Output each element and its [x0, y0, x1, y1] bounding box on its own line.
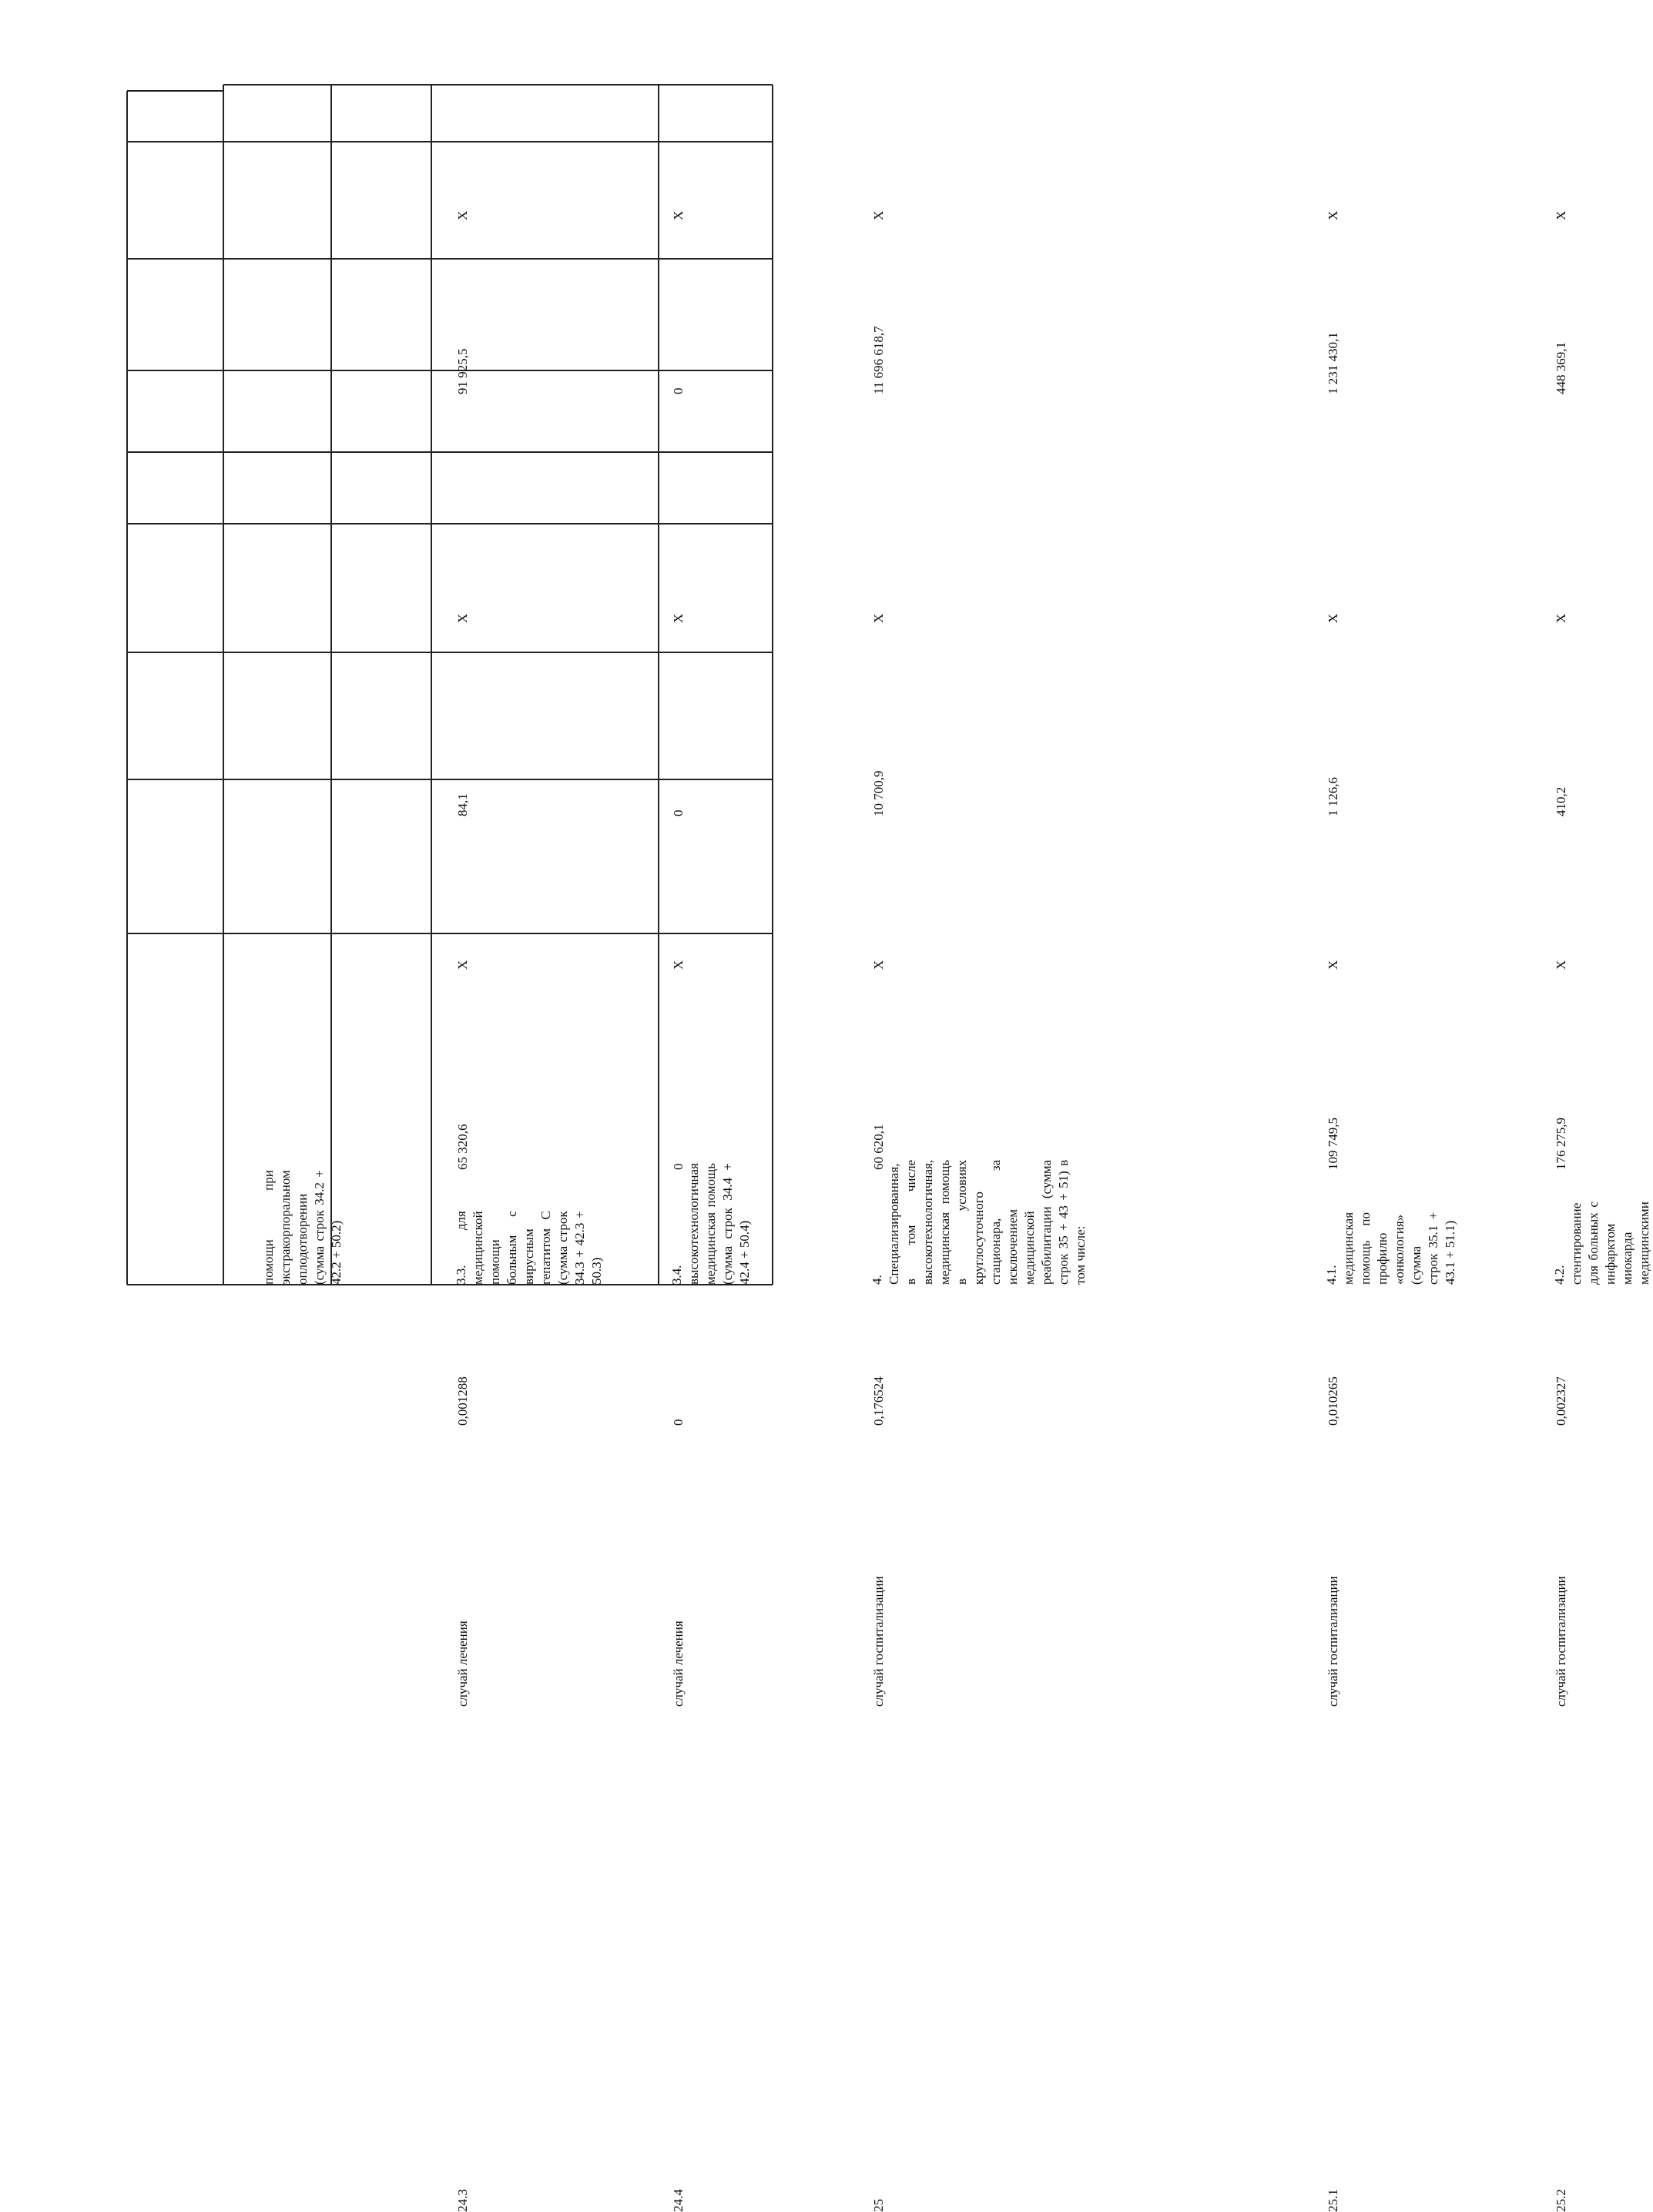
cell-text: X	[1326, 613, 1340, 623]
cell-text: 25.1	[1326, 2189, 1340, 2212]
cell-text: 109 749,5	[1326, 1118, 1340, 1170]
cell-col-8	[127, 259, 223, 370]
cell-text: 11 696 618,7	[871, 326, 886, 394]
cell-col-10	[223, 85, 470, 220]
cell-text: 24.3	[455, 2189, 470, 2212]
cell-text: X	[1554, 210, 1568, 220]
cell-text: X	[671, 613, 686, 623]
cell-text: помощи при экстракорпоральном оплодотворении (сумма строк 34.2 + 42.2 + 50.2)	[261, 1170, 344, 1285]
cell-text: 410,2	[1554, 786, 1568, 816]
cell-text: X	[871, 960, 886, 970]
cell-text: X	[455, 210, 470, 220]
cell-col-6	[127, 452, 223, 524]
cell-col-10	[431, 85, 886, 220]
cell-text: 24.4	[671, 2189, 686, 2212]
cell-col-10	[331, 85, 686, 220]
cell-text: X	[871, 210, 886, 220]
cell-text: 3.4. высокотехнологичная медицинская помощь (сумма строк 34.4 + 42.4 + 50.4)	[669, 1163, 752, 1285]
cell-text: X	[671, 210, 686, 220]
cell-text: 176 275,9	[1554, 1118, 1568, 1170]
cell-text: 1 231 430,1	[1326, 332, 1340, 394]
cell-text: 4. Специализированная, в том числе высокотехнологичная, медицинская помощь в условиях круглосуточного стационара, за исключением медицинской реабилитации (сумма строк 35 + 43 + 51) в том числе:	[870, 1159, 1088, 1285]
cell-col-10	[659, 85, 1340, 220]
cell-text: X	[455, 613, 470, 623]
cell-col-9	[223, 142, 470, 394]
cell-text: X	[1554, 960, 1568, 970]
cell-unit	[127, 779, 223, 933]
cell-col-9	[127, 142, 223, 259]
cell-text: 0,010265	[1326, 1376, 1340, 1426]
cell-text: 25	[871, 2199, 886, 2212]
cell-text: X	[1326, 960, 1340, 970]
cell-text: 0	[671, 387, 686, 394]
cell-text: 0	[671, 1163, 686, 1170]
cell-text: X	[1554, 613, 1568, 623]
cell-text: 0,002327	[1554, 1376, 1568, 1426]
cell-text: 10 700,9	[871, 770, 886, 816]
cell-volume	[127, 652, 223, 779]
cell-line-number	[127, 933, 223, 1285]
cell-text: 0	[671, 809, 686, 816]
cell-text: случай госпитализации	[1326, 1576, 1340, 1707]
cell-text: 4.1. медицинская помощь по профилю «онкология» (сумма строк 35.1 + 43.1 + 51.1)	[1324, 1212, 1457, 1285]
cell-text: X	[871, 613, 886, 623]
cell-text: случай лечения	[455, 1620, 470, 1707]
cell-text: 4.2. стентирование для больных с инфарктом миокарда медицинскими	[1552, 1202, 1651, 1285]
cell-text: 25.2	[1554, 2189, 1568, 2212]
cell-text: 91 925,5	[455, 348, 470, 394]
cell-text: X	[671, 960, 686, 970]
cell-cost	[127, 524, 223, 652]
cell-text: 60 620,1	[871, 1124, 886, 1170]
cell-text: случай госпитализации	[1554, 1576, 1568, 1707]
cell-text: X	[1326, 210, 1340, 220]
cell-text: 1 126,6	[1326, 777, 1340, 816]
cell-col-10	[127, 85, 223, 142]
cell-text: 84,1	[455, 793, 470, 816]
cell-text: 0,176524	[871, 1376, 886, 1426]
cell-text: 3.3. для медицинской помощи больным с вирусным гепатитом С (сумма строк 34.3 + 42.3 + 50.3)	[454, 1211, 604, 1285]
cell-text: X	[455, 960, 470, 970]
cell-text: 0,001288	[455, 1376, 470, 1426]
cell-text: случай госпитализации	[871, 1576, 886, 1707]
cell-text: 0	[671, 1419, 686, 1426]
cell-text: 65 320,6	[455, 1124, 470, 1170]
cell-text: 448 369,1	[1554, 342, 1568, 394]
cell-text: случай лечения	[671, 1620, 686, 1707]
cell-col-7	[127, 370, 223, 452]
